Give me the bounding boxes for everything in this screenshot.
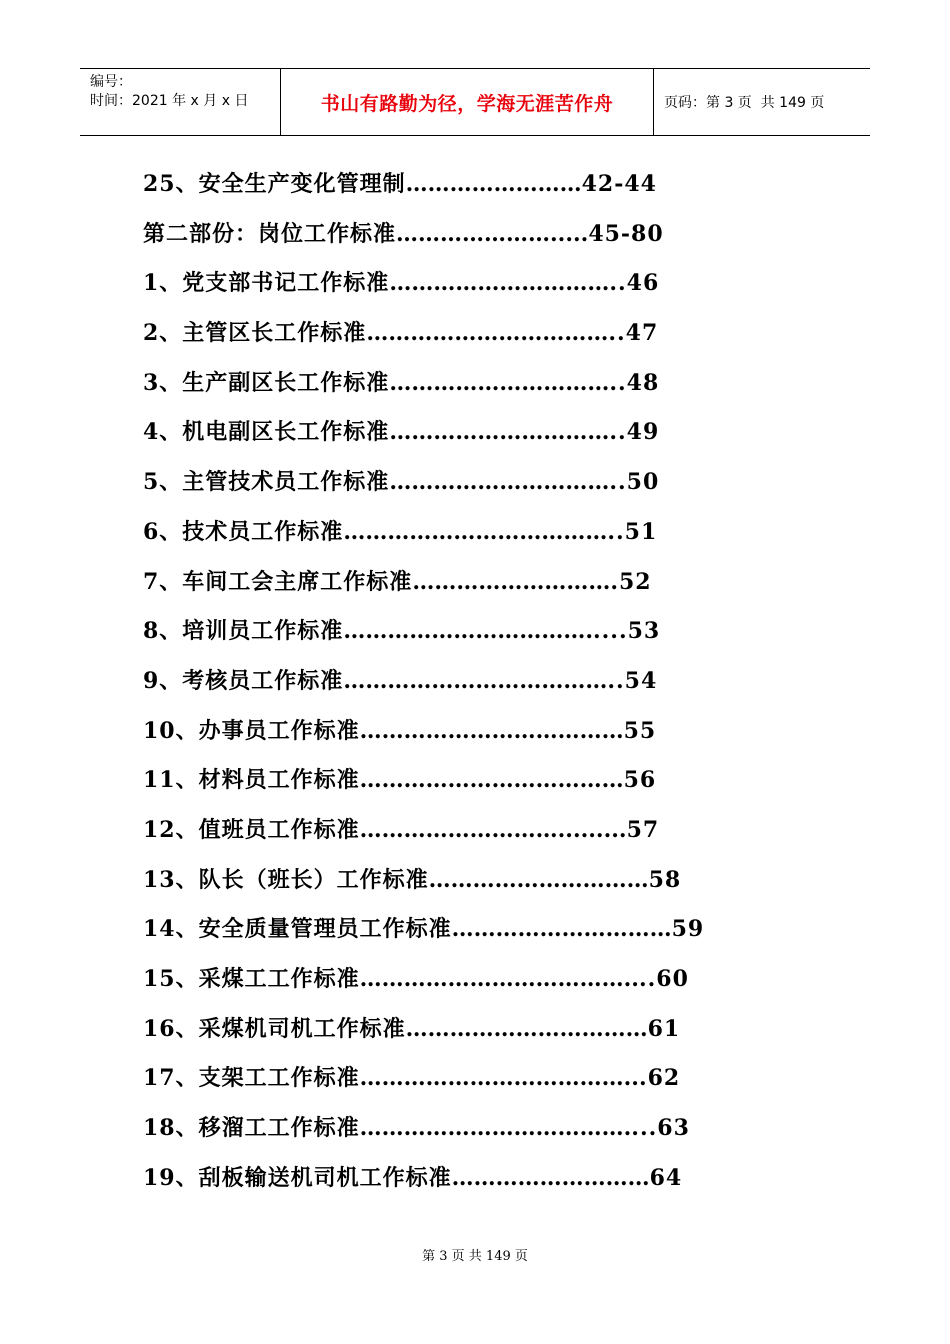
toc-entry-page: .62 (638, 1065, 681, 1092)
toc-entry-page: ..49 (609, 419, 660, 446)
toc-entry (143, 860, 783, 910)
toc-entry-leader: ………………………… (389, 469, 610, 496)
toc-entry-title: 第二部份：岗位工作标准 (143, 220, 397, 247)
toc-entry (143, 512, 783, 562)
toc-entry-title: 10、办事员工作标准 (143, 717, 360, 744)
toc-entry-title: 9、考核员工作标准 (143, 667, 344, 694)
toc-entry-leader: …………………………… (366, 320, 609, 347)
toc-entry-title: 11、材料员工作标准 (143, 767, 360, 794)
toc-entry-leader: ……………………………. (343, 618, 593, 645)
toc-entry-title: 12、值班员工作标准 (143, 816, 360, 843)
header-meta-cell (80, 69, 281, 135)
toc-entry-title: 1、党支部书记工作标准 (143, 270, 390, 297)
toc-entry-leader: ………………………… (389, 419, 610, 446)
toc-entry-page: ....53 (592, 618, 661, 645)
toc-entry-title: 3、生产副区长工作标准 (143, 369, 390, 396)
toc-entry (143, 611, 783, 661)
toc-entry-page: ..54 (607, 667, 658, 694)
header-page-info: 页码：第 3 页 共 149 页 (664, 95, 825, 111)
toc-entry-leader: ………………………… (451, 916, 672, 943)
toc-entry-leader: ………………………… (389, 270, 610, 297)
toc-entry-leader: …………………………… (405, 1015, 648, 1042)
toc-entry-title: 13、队长（班长）工作标准 (143, 866, 429, 893)
toc-entry-title: 4、机电副区长工作标准 (143, 419, 390, 446)
header-time-label: 时间：2021 年 x 月 x 日 (90, 93, 249, 109)
toc-entry-title: 19、刮板输送机司机工作标准 (143, 1164, 452, 1191)
page-header (80, 68, 870, 136)
toc-entry-leader: ……………………………….. (359, 966, 639, 992)
toc-entry-leader: ……………………………… (359, 717, 624, 744)
toc-entry-title: 15、采煤工工作标准 (143, 966, 360, 992)
toc-entry-page: 42-44 (581, 171, 657, 197)
header-page-info-cell (654, 69, 870, 135)
toc-entry-page: .52 (610, 568, 652, 595)
toc-entry (143, 313, 783, 363)
toc-entry (143, 1108, 783, 1158)
toc-entry-leader: ………………………… (389, 369, 610, 396)
toc-entry-leader: ……………………… (412, 568, 611, 595)
toc-entry (143, 1009, 783, 1059)
page-footer: 第 3 页 共 149 页 (422, 1249, 528, 1264)
header-motto: 书山有路勤为径，学海无涯苦作舟 (281, 69, 654, 135)
toc-entry (143, 164, 783, 214)
toc-entry-page: 58 (648, 866, 682, 893)
toc-entry (143, 562, 783, 612)
toc-entry-title: 16、采煤机司机工作标准 (143, 1015, 406, 1042)
toc-entry-leader: ……………………………… (343, 518, 608, 545)
toc-entry-leader: ……………………………….. (359, 1065, 639, 1092)
toc-entry-page: 45-80 (588, 220, 664, 247)
toc-entry-page: ...63 (631, 1115, 690, 1142)
toc-entry (143, 412, 783, 462)
toc-entry-page: 59 (671, 916, 705, 943)
toc-entry-leader: ……………………………… (359, 767, 624, 794)
toc-entry-leader: ………………………......... (359, 816, 627, 843)
toc-entry (143, 1158, 783, 1208)
toc-entry-leader: ……………………… (451, 1164, 650, 1191)
toc-entry (143, 959, 783, 1009)
toc-entry-title: 14、安全质量管理员工作标准 (143, 916, 452, 943)
toc-entry-title: 6、技术员工作标准 (143, 518, 344, 545)
header-number-label: 编号： (90, 74, 132, 90)
toc-entry-title: 2、主管区长工作标准 (143, 320, 367, 347)
table-of-contents (143, 164, 783, 1207)
toc-entry-page: ..60 (638, 966, 689, 992)
toc-entry (143, 263, 783, 313)
toc-entry-title: 18、移溜工工作标准 (143, 1115, 360, 1142)
toc-entry-title: 5、主管技术员工作标准 (143, 469, 390, 496)
toc-entry (143, 661, 783, 711)
toc-entry-leader: …………………..... (396, 220, 589, 247)
toc-entry-title: 17、支架工工作标准 (143, 1065, 360, 1092)
toc-entry-page: ..50 (609, 469, 660, 496)
toc-entry-page: ..48 (609, 369, 660, 396)
toc-entry (143, 760, 783, 810)
toc-entry (143, 363, 783, 413)
toc-entry-leader: ………………………………. (359, 1115, 632, 1142)
toc-entry (143, 810, 783, 860)
toc-entry-page: 57 (626, 816, 660, 843)
toc-entry (143, 214, 783, 264)
toc-entry-page: ..46 (609, 270, 660, 297)
toc-entry (143, 1058, 783, 1108)
toc-entry-page: 56 (623, 767, 657, 794)
toc-entry-page: 64 (649, 1164, 683, 1191)
toc-entry (143, 909, 783, 959)
toc-entry (143, 711, 783, 761)
toc-entry-title: 8、培训员工作标准 (143, 618, 344, 645)
toc-entry-page: 55 (623, 717, 657, 744)
toc-entry (143, 462, 783, 512)
toc-entry-page: ..47 (608, 320, 659, 347)
toc-entry-leader: ………………………… (428, 866, 649, 893)
toc-entry-title: 25、安全生产变化管理制 (143, 171, 406, 197)
toc-entry-title: 7、车间工会主席工作标准 (143, 568, 413, 595)
toc-entry-page: 61 (647, 1015, 681, 1042)
toc-entry-leader: …………………… (405, 171, 582, 197)
toc-entry-leader: ……………………………… (343, 667, 608, 694)
toc-entry-page: ..51 (607, 518, 658, 545)
